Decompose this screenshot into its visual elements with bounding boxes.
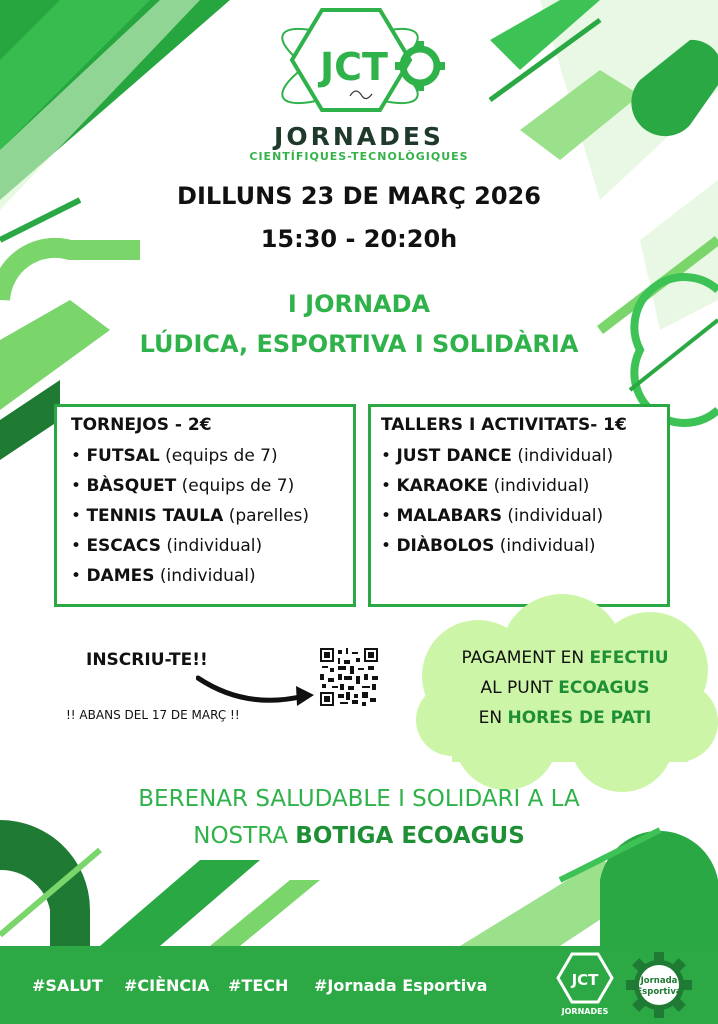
brand-title: JORNADES <box>274 122 444 151</box>
svg-text:Jornada: Jornada <box>640 976 678 986</box>
event-headline-2: LÚDICA, ESPORTIVA I SOLIDÀRIA <box>139 330 579 358</box>
snack-line-2: NOSTRA BOTIGA ECOAGUS <box>193 823 525 849</box>
list-item: • JUST DANCE (individual) <box>381 446 614 466</box>
qr-code-icon[interactable] <box>320 648 378 706</box>
workshops-list <box>381 441 667 561</box>
brand-subtitle: CIENTÍFIQUES-TECNOLÒGIQUES <box>249 150 469 163</box>
tournaments-list <box>71 441 353 591</box>
list-item: • MALABARS (individual) <box>381 506 604 526</box>
event-headline-1: I JORNADA <box>287 290 431 318</box>
list-item: • ESCACS (individual) <box>71 536 263 556</box>
jct-logo-graphic <box>270 8 448 126</box>
event-date: DILLUNS 23 DE MARÇ 2026 <box>177 182 541 210</box>
workshops-box <box>368 404 670 607</box>
tournaments-box <box>54 404 356 607</box>
logo-text: JCT <box>320 45 388 89</box>
svg-text:Esportiva: Esportiva <box>636 987 682 997</box>
payment-line-1: PAGAMENT EN EFECTIU <box>461 648 669 668</box>
hashtag-ciencia: #CIÈNCIA <box>124 976 210 995</box>
list-item: • TENNIS TAULA (parelles) <box>71 506 310 526</box>
list-item: • DAMES (individual) <box>71 566 256 586</box>
snack-line-1: BERENAR SALUDABLE I SOLIDARI A LA <box>138 786 580 812</box>
payment-line-3: EN HORES DE PATI <box>478 708 652 728</box>
svg-text:JORNADES: JORNADES <box>561 1007 609 1016</box>
payment-line-2: AL PUNT ECOAGUS <box>480 678 650 698</box>
signup-deadline: !! ABANS DEL 17 DE MARÇ !! <box>66 708 240 722</box>
list-item: • FUTSAL (equips de 7) <box>71 446 278 466</box>
list-item: • BÀSQUET (equips de 7) <box>71 476 295 496</box>
hashtag-salut: #SALUT <box>32 976 103 995</box>
list-item: • KARAOKE (individual) <box>381 476 590 496</box>
signup-label: INSCRIU-TE!! <box>86 650 208 670</box>
workshops-title: TALLERS I ACTIVITATS- 1€ <box>381 415 627 435</box>
event-time: 15:30 - 20:20h <box>260 225 458 253</box>
footer-jct-logo <box>552 952 618 1020</box>
list-item: • DIÀBOLOS (individual) <box>381 536 596 556</box>
hashtag-jornada-esportiva: #Jornada Esportiva <box>314 976 488 995</box>
jornada-esportiva-badge <box>626 952 692 1018</box>
hashtag-tech: #TECH <box>228 976 289 995</box>
jct-logo <box>270 8 448 126</box>
svg-text:JCT: JCT <box>571 971 599 989</box>
tournaments-title: TORNEJOS - 2€ <box>71 415 212 435</box>
